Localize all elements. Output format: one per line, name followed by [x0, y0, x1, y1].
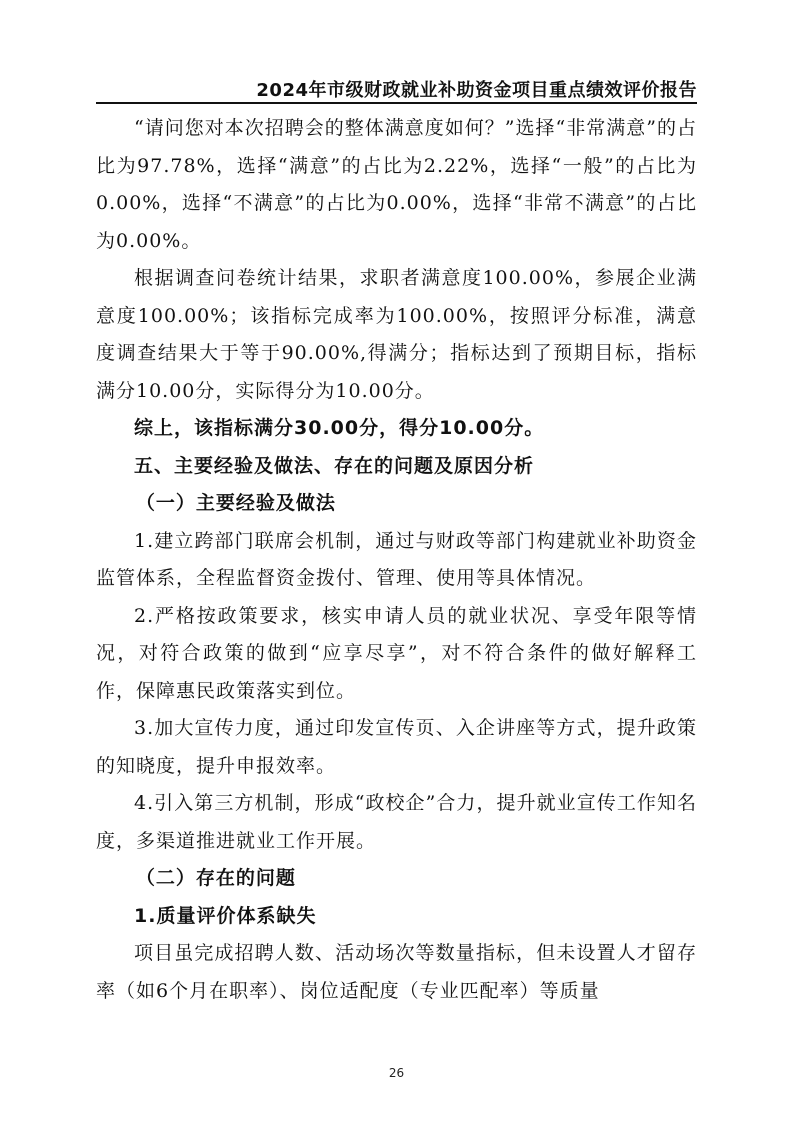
survey-result-paragraph: 根据调查问卷统计结果，求职者满意度100.00%，参展企业满意度100.00%；该指标完成率为100.00%，按照评分标准，满意度调查结果大于等于90.00%,得满分；指标达到了预期目标，指标满分10.00分，实际得分为10.00分。: [96, 267, 697, 402]
problem-paragraph-1: 项目虽完成招聘人数、活动场次等数量指标，但未设置人才留存率（如6个月在职率）、岗位适配度（专业匹配率）等质量: [96, 942, 697, 1002]
page-body: [96, 110, 697, 1010]
experience-item-4: 4.引入第三方机制，形成“政校企”合力，提升就业宣传工作知名度，多渠道推进就业工作开展。: [96, 792, 697, 852]
subsection-heading-problems: （二）存在的问题: [135, 867, 296, 889]
report-header-title: 2024年市级财政就业补助资金项目重点绩效评价报告: [256, 80, 697, 101]
score-summary: 综上，该指标满分30.00分，得分10.00分。: [134, 417, 545, 439]
header-divider: [96, 102, 697, 104]
satisfaction-question-paragraph: “请问您对本次招聘会的整体满意度如何？”选择“非常满意”的占比为97.78%，选择“满意”的占比为2.22%，选择“一般”的占比为0.00%，选择“不满意”的占比为0.00%，选择“非常不满意”的占比为0.00%。: [96, 117, 697, 252]
problem-heading-1: 1.质量评价体系缺失: [134, 904, 317, 927]
subsection-heading-experience: （一）主要经验及做法: [135, 492, 336, 514]
experience-item-1: 1.建立跨部门联席会机制，通过与财政等部门构建就业补助资金监管体系，全程监督资金拨付、管理、使用等具体情况。: [96, 529, 697, 589]
section-heading-5: 五、主要经验及做法、存在的问题及原因分析: [134, 454, 535, 477]
page-number: 26: [388, 1066, 405, 1080]
experience-item-2: 2.严格按政策要求，核实申请人员的就业状况、享受年限等情况，对符合政策的做到“应享尽享”，对不符合条件的做好解释工作，保障惠民政策落实到位。: [96, 604, 697, 702]
experience-item-3: 3.加大宣传力度，通过印发宣传页、入企讲座等方式，提升政策的知晓度，提升申报效率。: [96, 717, 697, 777]
